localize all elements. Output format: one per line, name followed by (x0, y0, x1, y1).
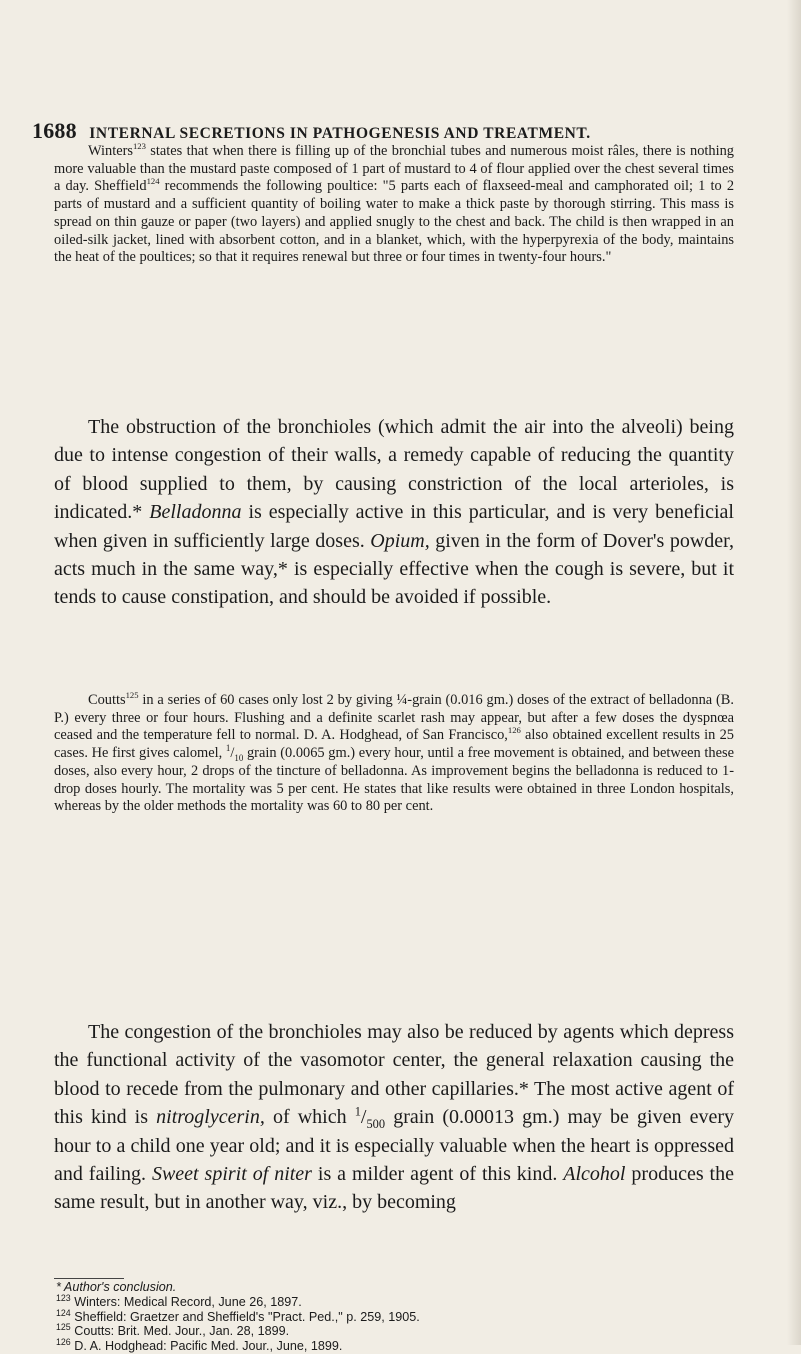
para4-text-e: produces the same result, but in another way, viz., by becoming (54, 1163, 734, 1214)
footnote-number: 124 (56, 1307, 71, 1318)
footnote-number: 123 (56, 1292, 71, 1303)
para4-text-b: of which (264, 1106, 355, 1129)
footnotes (56, 1280, 736, 1354)
term-belladonna: Belladonna (149, 501, 242, 524)
para1-text-b: recommends the following poultice: "5 parts each of flaxseed-meal and camphorated oil; 1 to 2 parts of mustard and a sufficient quantity of boiling water to make a thick paste by thorough stirring. This mass is spread on thin gauze or paper (two layers) and applied snugly to the chest and back. The child is then wrapped in an oiled-silk jacket, lined with absorbent cotton, and in a blanket, which, with the hyperpyrexia of the body, maintains the heat of the poultices; so that it requires renewal but three or four times in twenty-four hours." (54, 178, 735, 266)
footnote-item (56, 1339, 736, 1354)
fraction-five-hundredth: $^1/_{500}$ (354, 1104, 386, 1132)
ref-125: 125 (125, 690, 139, 701)
para3-text-a: in a series of 60 cases only lost 2 by giving (138, 692, 397, 708)
para2-text-c: given in the form of Dover's powder, acts much in the same way,* is especially effective when the cough is severe, but it tends to cause constipation, and should be avoided if possible. (54, 529, 734, 609)
footnote-text: Winters: Medical Record, June 26, 1897. (70, 1294, 302, 1309)
page-number: 1688 (32, 118, 77, 143)
para4-text-a: The congestion of the bronchioles may also be reduced by agents which depress the functional activity of the vasomotor center, the general relaxation causing the blood to recede from the pulmonary and other capillaries.* The most active agent of this kind is (54, 1021, 734, 1129)
fraction-tenth-denominator: 10 (234, 752, 244, 763)
para3-text-d: grain (0.0065 gm.) every hour, until a free movement is obtained, and between these doses, also every hour, 2 drops of the tincture of belladonna. As improvement begins the belladonna is reduced to 1-drop doses hourly. The mortality was 5 per cent. He states that like results were obtained in three London hospitals, whereas by the older methods the mortality was 60 to 80 per cent. (54, 745, 734, 815)
term-opium: Opium, (370, 529, 430, 552)
paragraph-bronchiole-obstruction (54, 413, 734, 612)
author-coutts: Coutts (88, 692, 126, 708)
footnote-item (56, 1324, 736, 1339)
fraction-tenth: $^1/_{10}$ (225, 743, 244, 763)
para3-text-b: -grain (0.016 gm.) doses of the extract of belladonna (B. P.) every three or four hours. Flushing and a definite scarlet rash may appear, but after a few doses the dyspnœa ceased and the temperature fell to normal. D. A. Hodghead, of San Francisco, (54, 692, 735, 744)
term-nitroglycerin: nitroglycerin, (156, 1106, 265, 1129)
ref-123: 123 (132, 141, 146, 152)
footnote-item (56, 1307, 736, 1325)
page-edge-shadow (787, 0, 801, 1345)
para2-text-a: The obstruction of the bronchioles (which admit the air into the alveoli) being due to intense congestion of their walls, a remedy capable of reducing the quantity of blood supplied to them, by causing constriction of the local arterioles, is indicated.* (54, 416, 734, 524)
para4-text-d: is a milder agent of this kind. (311, 1163, 564, 1186)
running-title: INTERNAL SECRETIONS IN PATHOGENESIS AND TREATMENT. (89, 125, 591, 142)
footnote-number: 126 (56, 1337, 71, 1347)
fraction-500-numerator: 1 (354, 1104, 361, 1119)
running-header (32, 118, 772, 144)
footnote-text: Coutts: Brit. Med. Jour., Jan. 28, 1899. (70, 1324, 290, 1339)
footnote-text: D. A. Hodghead: Pacific Med. Jour., June, 1899. (70, 1339, 343, 1354)
para2-text-b: is especially active in this particular, and is very beneficial when given in sufficiently large doses. (54, 501, 734, 552)
ref-124: 124 (146, 176, 160, 187)
paragraph-coutts (54, 692, 734, 816)
footnote-rule (54, 1278, 124, 1279)
fraction-tenth-numerator: 1 (225, 743, 231, 754)
footnote-text: Sheffield: Graetzer and Sheffield's "Pract. Ped.," p. 259, 1905. (70, 1309, 420, 1324)
footnote-number: 125 (56, 1322, 71, 1333)
ref-126: 126 (507, 725, 521, 736)
footnote-star-text: * Author's conclusion. (56, 1280, 177, 1294)
footnote-item (56, 1292, 736, 1310)
fraction-quarter: ¼ (396, 692, 408, 708)
paragraph-winters (54, 143, 734, 267)
para1-text-a: states that when there is filling up of the bronchial tubes and numerous moist râles, there is nothing more valuable than the mustard paste composed of 1 part of mustard to 4 of flour applied over the chest several times a day. Sheffield (54, 143, 734, 195)
para4-text-c: grain (0.00013 gm.) may be given every hour to a child one year old; and it is especially valuable when the heart is oppressed and failing. (54, 1106, 734, 1186)
term-alcohol: Alcohol (563, 1163, 626, 1186)
fraction-500-denominator: 500 (366, 1117, 386, 1132)
author-winters: Winters (88, 143, 133, 159)
footnote-author-conclusion (56, 1280, 736, 1295)
term-sweet-spirit-of-niter: Sweet spirit of niter (151, 1163, 312, 1186)
para3-text-c: also obtained excellent results in 25 cases. He first gives calomel, (54, 727, 734, 762)
paragraph-vasomotor (54, 1018, 734, 1217)
